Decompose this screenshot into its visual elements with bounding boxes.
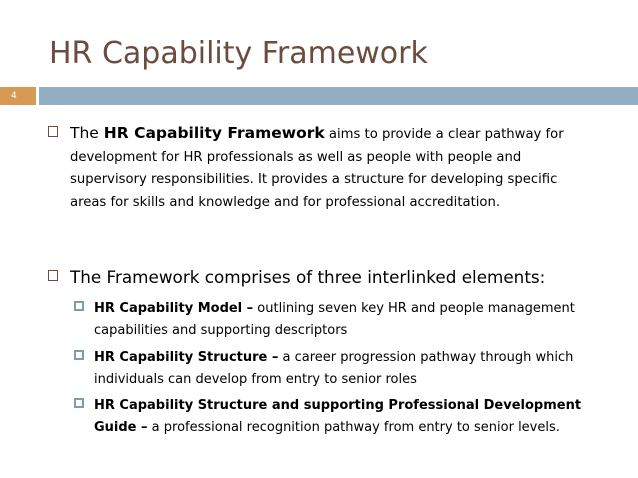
square-bullet-icon [48, 270, 58, 281]
sub-bullet-capability-structure [74, 347, 606, 390]
square-sub-bullet-icon [74, 301, 84, 311]
sub-bullet-text [94, 347, 606, 390]
sub-bullet-text [94, 298, 606, 341]
bullet-framework-overview [48, 122, 588, 214]
slide-title: HR Capability Framework [49, 36, 428, 71]
bullet-lead: The [70, 124, 104, 142]
slide-number: 4 [0, 87, 36, 105]
sub-bullet-capability-model [74, 298, 606, 341]
sub-bullet-body: a professional recognition pathway from entry to senior levels. [147, 419, 560, 435]
sub-bullet-body: a career progression pathway through which individuals can develop from entry to senior roles [94, 350, 574, 387]
square-sub-bullet-icon [74, 350, 84, 360]
sub-bullet-bold-term: HR Capability Structure and supporting Professional Development Guide – [94, 398, 582, 435]
bullet-body: aims to provide a clear pathway for development for HR professionals as well as people with people and supervisory responsibilities. It provides a structure for developing specific areas for skills and knowledge and for professional accreditation. [70, 127, 564, 210]
sub-bullet-body: outlining seven key HR and people management capabilities and supporting descriptors [94, 301, 575, 338]
bullet-framework-elements [48, 266, 588, 288]
sub-bullet-text [94, 395, 606, 438]
square-bullet-icon [48, 126, 58, 137]
sub-bullet-bold-term: HR Capability Model – [94, 301, 254, 316]
square-sub-bullet-icon [74, 398, 84, 408]
accent-bar [39, 87, 638, 105]
bullet-text: The Framework comprises of three interlinked elements: [70, 267, 546, 287]
bullet-bold-term: HR Capability Framework [103, 124, 325, 142]
sub-bullet-development-guide [74, 395, 606, 438]
sub-bullet-bold-term: HR Capability Structure – [94, 350, 279, 365]
bullet-text [70, 122, 588, 214]
